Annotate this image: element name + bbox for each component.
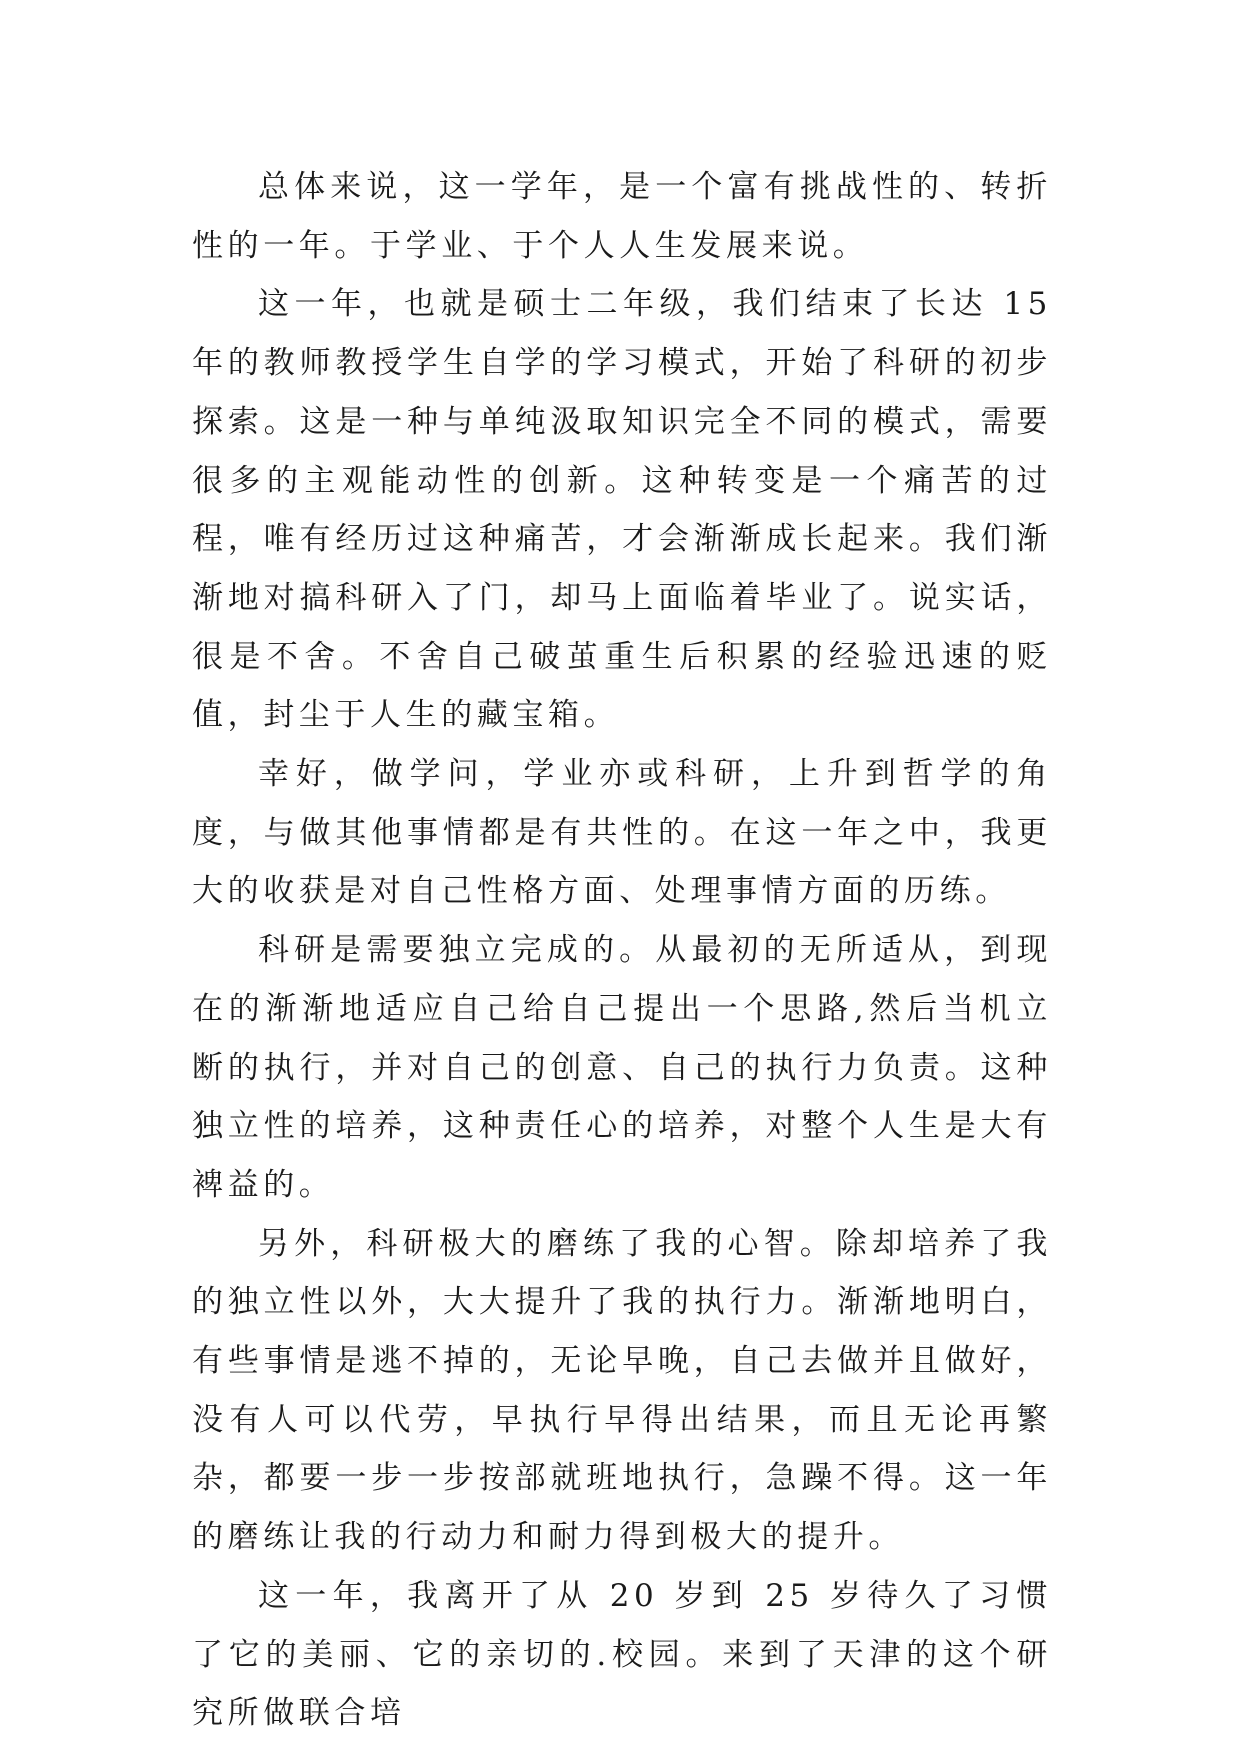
paragraph-6: 这一年，我离开了从 20 岁到 25 岁待久了习惯了它的美丽、它的亲切的.校园。来到了天津的这个研究所做联合培 [192,1577,1052,1732]
paragraph-1: 总体来说，这一学年，是一个富有挑战性的、转折性的一年。于学业、于个人人生发展来说。 [192,169,1052,264]
document-body [192,158,1052,1743]
paragraph-2: 这一年，也就是硕士二年级，我们结束了长达 15 年的教师教授学生自学的学习模式，开始了科研的初步探索。这是一种与单纯汲取知识完全不同的模式，需要很多的主观能动性的创新。这种转变是一个痛苦的过程，唯有经历过这种痛苦，才会渐渐成长起来。我们渐渐地对搞科研入了门，却马上面临着毕业了。说实话，很是不舍。不舍自己破茧重生后积累的经验迅速的贬值，封尘于人生的藏宝箱。 [192,286,1052,734]
paragraph-4: 科研是需要独立完成的。从最初的无所适从，到现在的渐渐地适应自己给自己提出一个思路,然后当机立断的执行，并对自己的创意、自己的执行力负责。这种独立性的培养，这种责任心的培养，对整个人生是大有裨益的。 [192,932,1052,1203]
paragraph-3: 幸好，做学问，学业亦或科研，上升到哲学的角度，与做其他事情都是有共性的。在这一年之中，我更大的收获是对自己性格方面、处理事情方面的历练。 [192,756,1052,910]
paragraph-5: 另外，科研极大的磨练了我的心智。除却培养了我的独立性以外，大大提升了我的执行力。渐渐地明白，有些事情是逃不掉的，无论早晚，自己去做并且做好，没有人可以代劳，早执行早得出结果，而且无论再繁杂，都要一步一步按部就班地执行，急躁不得。这一年的磨练让我的行动力和耐力得到极大的提升。 [192,1225,1052,1556]
